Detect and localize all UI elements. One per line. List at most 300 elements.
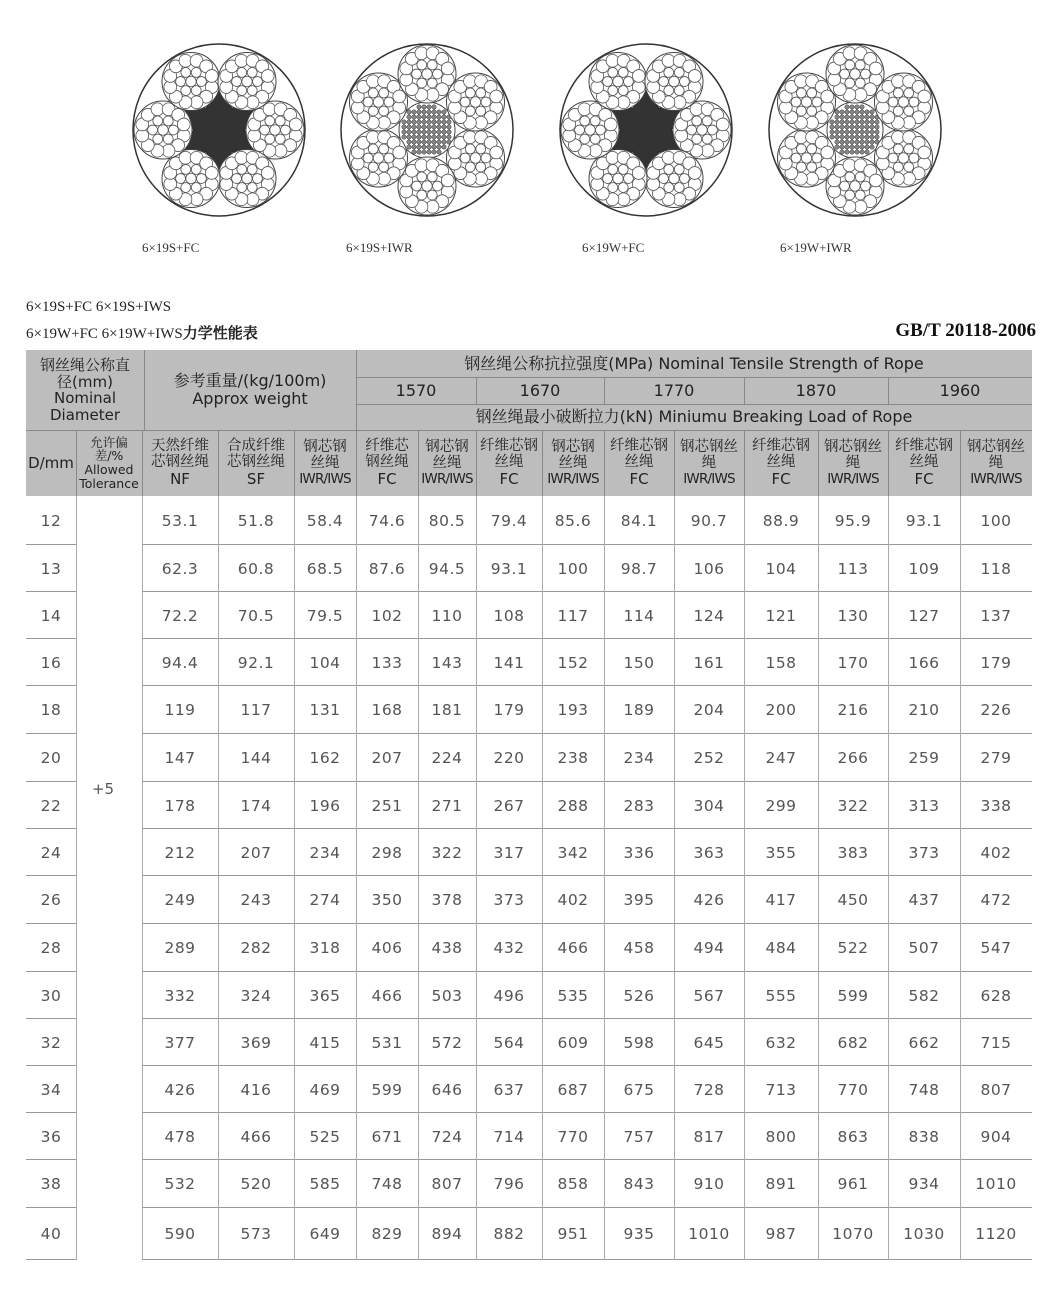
table-cell: 166 (908, 653, 940, 672)
table-cell: 894 (431, 1225, 463, 1243)
table-cell: 450 (837, 891, 869, 909)
grid-line (218, 430, 219, 496)
grid-line (356, 404, 1032, 405)
table-cell: 432 (493, 939, 525, 957)
table-cell: 289 (164, 939, 196, 957)
column-header (960, 430, 1032, 496)
table-cell: 532 (164, 1175, 196, 1193)
table-cell: 637 (493, 1080, 525, 1099)
table-cell: 322 (837, 796, 869, 815)
table-cell: 106 (693, 559, 725, 578)
table-cell: 249 (164, 891, 196, 909)
table-cell: 843 (623, 1175, 655, 1193)
table-cell: 130 (837, 606, 869, 625)
grid-line (888, 430, 889, 496)
table-cell: 395 (623, 891, 655, 909)
table-cell: 458 (623, 939, 655, 957)
table-cell: 267 (493, 796, 525, 815)
table-body (26, 496, 1032, 1260)
table-cell: 220 (493, 749, 525, 767)
table-cell: 338 (980, 796, 1012, 815)
table-cell: 503 (431, 986, 463, 1005)
table-cell: 212 (164, 843, 196, 862)
table-cell: 415 (309, 1033, 341, 1052)
table-cell: 714 (493, 1127, 525, 1146)
tolerance-value: +5 (91, 780, 115, 798)
column-header (818, 430, 888, 496)
table-cell: 891 (765, 1175, 797, 1193)
grid-line (674, 430, 675, 496)
table-cell: 283 (623, 796, 655, 815)
table-cell: 573 (240, 1225, 272, 1243)
table-cell: 748 (371, 1175, 403, 1193)
table-cell: 238 (557, 749, 589, 767)
table-cell: 355 (765, 843, 797, 862)
table-cell: 350 (371, 891, 403, 909)
grid-line (144, 350, 145, 430)
table-cell: 147 (164, 749, 196, 767)
table-cell: 114 (623, 606, 655, 625)
column-header-cn: 纤维芯钢丝绳 (480, 437, 538, 470)
column-header (476, 430, 542, 496)
column-header-cn: 钢芯钢丝绳 (824, 438, 882, 471)
grade-header: 1570 (395, 380, 437, 400)
table-cell: 141 (493, 653, 525, 672)
grid-line (218, 496, 219, 1260)
table-cell: 807 (431, 1175, 463, 1193)
grade-header: 1870 (795, 380, 837, 400)
table-cell: 402 (557, 891, 589, 909)
table-cell: 110 (431, 606, 463, 625)
table-cell: 170 (837, 653, 869, 672)
grid-line (476, 496, 477, 1260)
table-title-line2 (26, 322, 258, 343)
table-cell: 383 (837, 843, 869, 862)
table-cell: 547 (980, 939, 1012, 957)
column-header (142, 430, 218, 496)
table-cell: 127 (908, 606, 940, 625)
table-cell: 494 (693, 939, 725, 957)
table-cell: 632 (765, 1033, 797, 1052)
diameter-cell: 16 (40, 653, 62, 672)
table-cell: 858 (557, 1175, 589, 1193)
table-cell: 817 (693, 1127, 725, 1146)
column-header-en: FC (771, 469, 791, 488)
table-cell: 92.1 (237, 653, 275, 672)
table-cell: 150 (623, 653, 655, 672)
table-cell: 378 (431, 891, 463, 909)
table-cell: 369 (240, 1033, 272, 1052)
table-cell: 426 (693, 891, 725, 909)
table-cell: 599 (371, 1080, 403, 1099)
table-cell: 671 (371, 1127, 403, 1146)
column-header (888, 430, 960, 496)
table-cell: 555 (765, 986, 797, 1005)
table-cell: 582 (908, 986, 940, 1005)
diameter-cell: 40 (40, 1225, 62, 1243)
table-cell: 85.6 (554, 511, 592, 530)
table-cell: 426 (164, 1080, 196, 1099)
table-cell: 478 (164, 1127, 196, 1146)
weight-cn: 参考重量/(kg/100m) (173, 371, 327, 391)
table-cell: 93.1 (905, 511, 943, 530)
table-cell: 216 (837, 701, 869, 719)
table-cell: 72.2 (161, 606, 199, 625)
table-cell: 961 (837, 1175, 869, 1193)
diameter-cell: 30 (40, 986, 62, 1005)
column-header-cn: 钢芯钢丝绳 (425, 438, 469, 471)
table-cell: 58.4 (306, 511, 344, 530)
column-header-en: SF (246, 469, 266, 488)
column-header-en: IWR/IWS (683, 470, 735, 487)
diameter-cell: 26 (40, 891, 62, 909)
grid-line (418, 496, 419, 1260)
column-header-cn: 钢芯钢丝绳 (551, 438, 595, 471)
table-cell: 80.5 (428, 511, 466, 530)
table-cell: 796 (493, 1175, 525, 1193)
table-cell: 60.8 (237, 559, 275, 578)
table-cell: 144 (240, 749, 272, 767)
table-cell: 800 (765, 1127, 797, 1146)
table-cell: 161 (693, 653, 725, 672)
diameter-cell: 22 (40, 796, 62, 815)
table-cell: 590 (164, 1225, 196, 1243)
table-cell: 189 (623, 701, 655, 719)
table-cell: 234 (623, 749, 655, 767)
table-cell: 271 (431, 796, 463, 815)
table-cell: 53.1 (161, 511, 199, 530)
table-cell: 525 (309, 1127, 341, 1146)
table-cell: 193 (557, 701, 589, 719)
table-cell: 522 (837, 939, 869, 957)
table-cell: 178 (164, 796, 196, 815)
table-cell: 158 (765, 653, 797, 672)
diameter-en2: Diameter (49, 405, 121, 424)
diameter-cell: 28 (40, 939, 62, 957)
table-cell: 108 (493, 606, 525, 625)
table-cell: 728 (693, 1080, 725, 1099)
diagram-caption: 6×19W+IWR (780, 240, 852, 255)
grid-line (26, 430, 1032, 431)
table-cell: 200 (765, 701, 797, 719)
grid-line (356, 430, 357, 496)
table-cell: 318 (309, 939, 341, 957)
table-cell: 100 (557, 559, 589, 578)
table-cell: 94.4 (161, 653, 199, 672)
table-cell: 168 (371, 701, 403, 719)
table-cell: 259 (908, 749, 940, 767)
table-cell: 469 (309, 1080, 341, 1099)
grid-line (294, 496, 295, 1260)
column-header (604, 430, 674, 496)
table-cell: 118 (980, 559, 1012, 578)
table-cell: 119 (164, 701, 196, 719)
column-header (744, 430, 818, 496)
tolerance-cn: 允许偏差/% (90, 434, 128, 464)
table-cell: 299 (765, 796, 797, 815)
diameter-cell: 20 (40, 749, 62, 767)
table-cell: 748 (908, 1080, 940, 1099)
column-header-cn: 纤维芯钢丝绳 (365, 437, 409, 470)
table-cell: 336 (623, 843, 655, 862)
table-cell: 313 (908, 796, 940, 815)
table-cell: 935 (623, 1225, 655, 1243)
grid-line (674, 496, 675, 1260)
grid-line (418, 430, 419, 496)
strength-header: 钢丝绳公称抗拉强度(MPa) Nominal Tensile Strength of Rope (464, 353, 924, 373)
table-cell: 247 (765, 749, 797, 767)
diameter-cell: 12 (40, 511, 62, 530)
table-title-models: 6×19W+FC 6×19W+IWS (26, 326, 183, 342)
table-cell: 646 (431, 1080, 463, 1099)
table-cell: 567 (693, 986, 725, 1005)
dmm-header: D/mm (28, 453, 74, 472)
table-cell: 226 (980, 701, 1012, 719)
table-cell: 62.3 (161, 559, 199, 578)
table-cell: 882 (493, 1225, 525, 1243)
column-header-en: FC (914, 469, 934, 488)
diameter-en1: Nominal (53, 389, 117, 407)
table-cell: 572 (431, 1033, 463, 1052)
table-cell: 143 (431, 653, 463, 672)
grid-line (542, 430, 543, 496)
table-cell: 377 (164, 1033, 196, 1052)
grid-line (744, 496, 745, 1260)
table-cell: 682 (837, 1033, 869, 1052)
weight-en: Approx weight (192, 389, 308, 408)
table-cell: 715 (980, 1033, 1012, 1052)
column-header-cn: 纤维芯钢丝绳 (610, 437, 668, 470)
tolerance-en1: Allowed (84, 462, 134, 477)
table-cell: 1010 (688, 1225, 730, 1243)
table-cell: 417 (765, 891, 797, 909)
table-cell: 332 (164, 986, 196, 1005)
table-cell: 951 (557, 1225, 589, 1243)
grid-line (142, 430, 143, 496)
table-cell: 807 (980, 1080, 1012, 1099)
grid-line (604, 377, 605, 404)
table-cell: 322 (431, 843, 463, 862)
table-cell: 133 (371, 653, 403, 672)
diameter-cell: 36 (40, 1127, 62, 1146)
column-header-cn: 纤维芯钢丝绳 (752, 437, 810, 470)
table-cell: 207 (371, 749, 403, 767)
grid-line (76, 496, 77, 1260)
row-separator (142, 1259, 1032, 1260)
column-header (356, 430, 418, 496)
column-header-en: FC (629, 469, 649, 488)
table-cell: 121 (765, 606, 797, 625)
table-cell: 93.1 (490, 559, 528, 578)
table-cell: 304 (693, 796, 725, 815)
grid-line (476, 430, 477, 496)
diameter-cell: 24 (40, 843, 62, 862)
grid-line (744, 377, 745, 404)
table-cell: 124 (693, 606, 725, 625)
table-cell: 104 (765, 559, 797, 578)
row-separator (26, 1259, 76, 1260)
table-cell: 204 (693, 701, 725, 719)
table-cell: 416 (240, 1080, 272, 1099)
column-header-cn: 钢芯钢丝绳 (680, 438, 738, 471)
grade-header: 1770 (653, 380, 695, 400)
table-cell: 598 (623, 1033, 655, 1052)
table-cell: 51.8 (237, 511, 275, 530)
table-cell: 466 (240, 1127, 272, 1146)
table-cell: 406 (371, 939, 403, 957)
table-cell: 324 (240, 986, 272, 1005)
table-cell: 904 (980, 1127, 1012, 1146)
table-cell: 662 (908, 1033, 940, 1052)
table-cell: 100 (980, 511, 1012, 530)
table-cell: 104 (309, 653, 341, 672)
grid-line (76, 430, 77, 496)
table-cell: 531 (371, 1033, 403, 1052)
table-cell: 363 (693, 843, 725, 862)
table-cell: 243 (240, 891, 272, 909)
table-cell: 87.6 (368, 559, 406, 578)
table-cell: 70.5 (237, 606, 275, 625)
table-cell: 373 (493, 891, 525, 909)
grid-line (476, 377, 477, 404)
column-header-cn: 天然纤维芯钢丝绳 (151, 437, 209, 470)
column-header (674, 430, 744, 496)
table-cell: 863 (837, 1127, 869, 1146)
table-cell: 770 (557, 1127, 589, 1146)
table-cell: 113 (837, 559, 869, 578)
table-cell: 102 (371, 606, 403, 625)
diameter-cell: 34 (40, 1080, 62, 1099)
table-cell: 599 (837, 986, 869, 1005)
table-cell: 645 (693, 1033, 725, 1052)
table-cell: 274 (309, 891, 341, 909)
table-cell: 251 (371, 796, 403, 815)
table-cell: 317 (493, 843, 525, 862)
diameter-cn: 钢丝绳公称直径(mm) (39, 356, 130, 391)
table-cell: 934 (908, 1175, 940, 1193)
table-cell: 207 (240, 843, 272, 862)
standard-number: GB/T 20118-2006 (895, 320, 1036, 341)
table-cell: 687 (557, 1080, 589, 1099)
grid-line (356, 496, 357, 1260)
table-cell: 838 (908, 1127, 940, 1146)
diameter-cell: 14 (40, 606, 62, 625)
table-cell: 526 (623, 986, 655, 1005)
table-cell: 298 (371, 843, 403, 862)
diameter-cell: 38 (40, 1175, 62, 1193)
grid-line (888, 496, 889, 1260)
table-cell: 507 (908, 939, 940, 957)
grid-line (604, 430, 605, 496)
column-header-cn: 合成纤维芯钢丝绳 (227, 437, 285, 470)
table-cell: 438 (431, 939, 463, 957)
table-cell: 466 (557, 939, 589, 957)
table-cell: 179 (980, 653, 1012, 672)
table-cell: 210 (908, 701, 940, 719)
table-cell: 609 (557, 1033, 589, 1052)
column-header-en: IWR/IWS (547, 470, 599, 487)
table-cell: 79.4 (490, 511, 528, 530)
table-cell: 484 (765, 939, 797, 957)
column-header-cn: 钢芯钢丝绳 (967, 438, 1025, 471)
column-header-en: IWR/IWS (421, 470, 473, 487)
diameter-cell: 13 (40, 559, 62, 578)
table-cell: 628 (980, 986, 1012, 1005)
table-cell: 466 (371, 986, 403, 1005)
table-cell: 252 (693, 749, 725, 767)
table-cell: 910 (693, 1175, 725, 1193)
table-cell: 472 (980, 891, 1012, 909)
table-cell: 109 (908, 559, 940, 578)
table-cell: 68.5 (306, 559, 344, 578)
table-cell: 365 (309, 986, 341, 1005)
weight-header (144, 350, 356, 430)
table-cell: 770 (837, 1080, 869, 1099)
table-cell: 234 (309, 843, 341, 862)
grid-line (744, 430, 745, 496)
table-cell: 373 (908, 843, 940, 862)
column-header (542, 430, 604, 496)
table-cell: 179 (493, 701, 525, 719)
grade-header: 1670 (519, 380, 561, 400)
table-cell: 181 (431, 701, 463, 719)
grid-line (542, 496, 543, 1260)
diameter-cell: 32 (40, 1033, 62, 1052)
grid-line (294, 430, 295, 496)
table-cell: 757 (623, 1127, 655, 1146)
breaking-load-header: 钢丝绳最小破断拉力(kN) Miniumu Breaking Load of Rope (475, 407, 913, 427)
table-title-line1: 6×19S+FC 6×19S+IWS (26, 299, 172, 315)
grid-line (356, 377, 1032, 378)
column-header (294, 430, 356, 496)
diagram-caption: 6×19S+IWR (346, 240, 413, 255)
table-cell: 98.7 (620, 559, 658, 578)
table-cell: 1030 (903, 1225, 945, 1243)
grid-line (888, 377, 889, 404)
column-header (218, 430, 294, 496)
table-cell: 95.9 (834, 511, 872, 530)
grade-header: 1960 (939, 380, 981, 400)
table-title-suffix: 力学性能表 (182, 326, 258, 342)
table-cell: 224 (431, 749, 463, 767)
grid-line (818, 430, 819, 496)
table-cell: 342 (557, 843, 589, 862)
table-cell: 288 (557, 796, 589, 815)
table-cell: 79.5 (306, 606, 344, 625)
table-header (26, 350, 1032, 496)
table-cell: 987 (765, 1225, 797, 1243)
table-cell: 279 (980, 749, 1012, 767)
table-cell: 535 (557, 986, 589, 1005)
table-cell: 437 (908, 891, 940, 909)
column-header (418, 430, 476, 496)
table-cell: 88.9 (762, 511, 800, 530)
table-cell: 713 (765, 1080, 797, 1099)
grid-line (960, 430, 961, 496)
column-header-en: FC (377, 469, 397, 488)
table-cell: 117 (557, 606, 589, 625)
table-cell: 496 (493, 986, 525, 1005)
table-cell: 585 (309, 1175, 341, 1193)
table-cell: 829 (371, 1225, 403, 1243)
column-header-cn: 纤维芯钢丝绳 (895, 437, 953, 470)
tolerance-header (76, 430, 142, 496)
column-header-en: IWR/IWS (299, 470, 351, 487)
table-cell: 131 (309, 701, 341, 719)
table-cell: 266 (837, 749, 869, 767)
table-cell: 162 (309, 749, 341, 767)
grid-line (604, 496, 605, 1260)
